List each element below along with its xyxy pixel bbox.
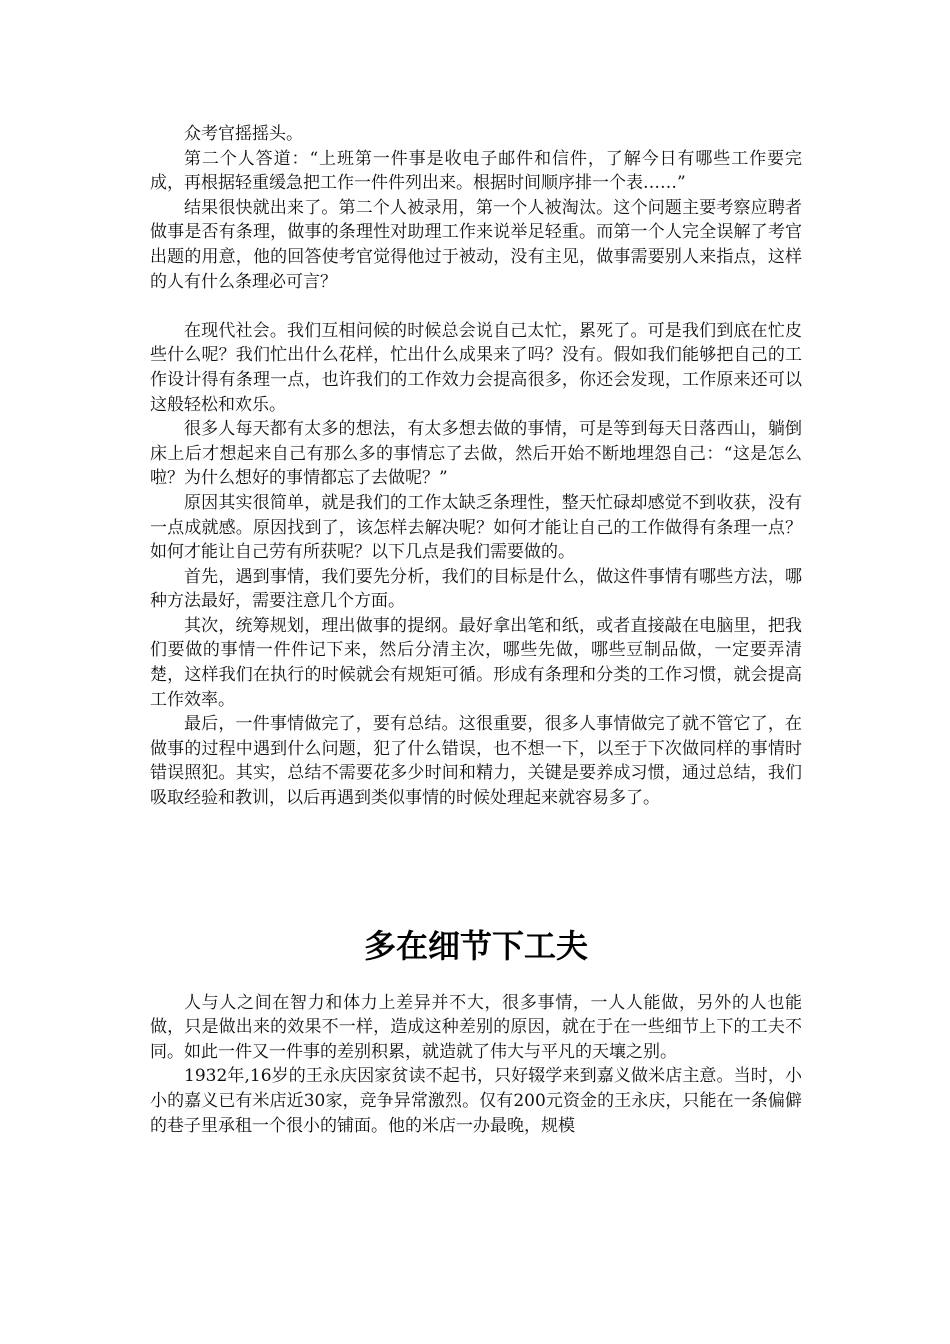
section-work-organization: [150, 319, 802, 811]
blank-space: [150, 811, 802, 907]
section-details: [150, 907, 802, 1139]
document-page: [150, 122, 802, 1138]
blank-line: [150, 294, 802, 319]
paragraph: 首先，遇到事情，我们要先分析，我们的目标是什么，做这件事情有哪些方法，哪种方法最好，需要注意几个方面。: [150, 566, 802, 612]
paragraph: 很多人每天都有太多的想法，有太多想去做的事情，可是等到每天日落西山，躺倒床上后才想起来自己有那么多的事情忘了去做，然后开始不断地埋怨自己：“这是怎么啦？为什么想好的事情都忘了去做呢？”: [150, 419, 802, 489]
section-interview-result: [150, 122, 802, 294]
paragraph: 第二个人答道：“上班第一件事是收电子邮件和信件，了解今日有哪些工作要完成，再根据轻重缓急把工作一件件列出来。根据时间顺序排一个表……”: [150, 148, 802, 194]
paragraph: 人与人之间在智力和体力上差异并不大，很多事情，一人人能做，另外的人也能做，只是做出来的效果不一样，造成这种差别的原因，就在于在一些细节上下的工夫不同。如此一件又一件事的差别积累，就造就了伟大与平凡的天壤之别。: [150, 992, 802, 1062]
paragraph: 最后，一件事情做完了，要有总结。这很重要，很多人事情做完了就不管它了，在做事的过程中遇到什么问题，犯了什么错误，也不想一下，以至于下次做同样的事情时错误照犯。其实，总结不需要花多少时间和精力，关键是要养成习惯，通过总结，我们吸取经验和教训，以后再遇到类似事情的时候处理起来就容易多了。: [150, 714, 802, 809]
paragraph: 结果很快就出来了。第二个人被录用，第一个人被淘汰。这个问题主要考察应聘者做事是否有条理，做事的条理性对助理工作来说举足轻重。而第一个人完全误解了考官出题的用意，他的回答使考官觉得他过于被动，没有主见，做事需要别人来指点，这样的人有什么条理必可言？: [150, 197, 802, 292]
paragraph: 众考官摇摇头。: [184, 124, 303, 144]
paragraph: 其次，统筹规划，理出做事的提纲。最好拿出笔和纸，或者直接敲在电脑里，把我们要做的事情一件件记下来，然后分清主次，哪些先做，哪些豆制品做，一定要弄清楚，这样我们在执行的时候就会有规矩可循。形成有条理和分类的工作习惯，就会提高工作效率。: [150, 615, 802, 710]
paragraph: 1932年,16岁的王永庆因家贫读不起书，只好辍学来到嘉义做米店主意。当时，小小的嘉义已有米店近30家，竞争异常激烈。仅有200元资金的王永庆，只能在一条偏僻的巷子里承租一个很小的铺面。他的米店一办最晚，规模: [150, 1066, 802, 1136]
paragraph: 原因其实很简单，就是我们的工作太缺乏条理性，整天忙碌却感觉不到收获，没有一点成就感。原因找到了，该怎样去解决呢？如何才能让自己的工作做得有条理一点？如何才能让自己劳有所获呢？以下几点是我们需要做的。: [150, 492, 802, 563]
paragraph: 在现代社会。我们互相问候的时候总会说自己太忙，累死了。可是我们到底在忙皮些什么呢？我们忙出什么花样，忙出什么成果来了吗？没有。假如我们能够把自己的工作设计得有条理一点，也许我们的工作效力会提高很多，你还会发现，工作原来还可以这般轻松和欢乐。: [150, 320, 802, 415]
section-heading: 多在细节下工夫: [363, 926, 588, 965]
